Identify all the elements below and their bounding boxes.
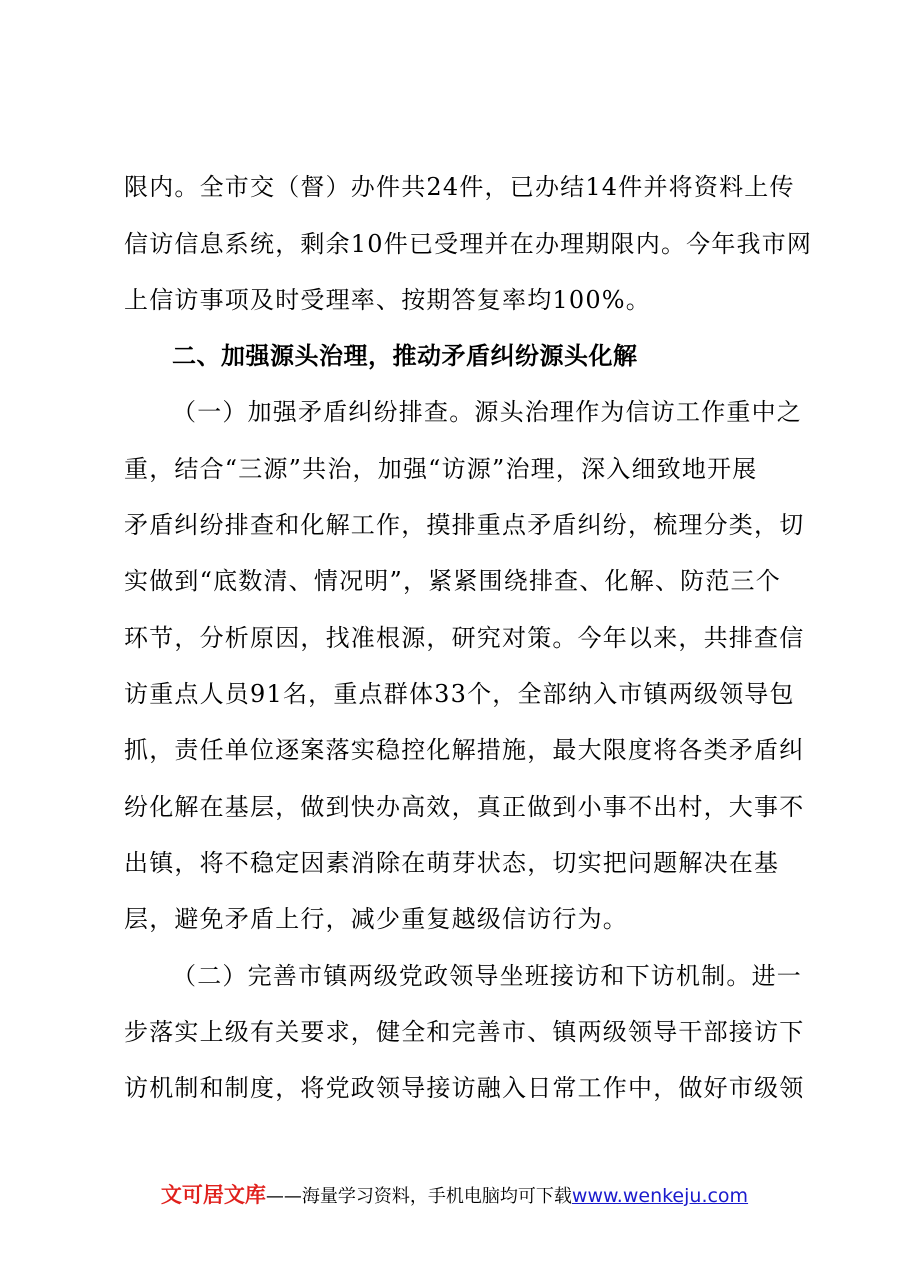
body-text-line: 访机制和制度，将党政领导接访融入日常工作中，做好市级领: [124, 1074, 805, 1102]
body-text-line: 限内。全市交（督）办件共24件，已办结14件并将资料上传: [124, 173, 795, 201]
footer-banner: [0, 1183, 909, 1209]
body-text-line: 实做到“底数清、情况明”，紧紧围绕排查、化解、防范三个: [124, 567, 781, 595]
body-text-line: 纷化解在基层，做到快办高效，真正做到小事不出村，大事不: [124, 793, 805, 821]
body-text-line: 信访信息系统，剩余10件已受理并在办理期限内。今年我市网: [124, 230, 813, 258]
body-text-line: （二）完善市镇两级党政领导坐班接访和下访机制。进一: [172, 962, 802, 990]
footer-brand: 文可居文库: [160, 1183, 266, 1207]
body-text-line: 步落实上级有关要求，健全和完善市、镇两级领导干部接访下: [124, 1018, 805, 1046]
body-text-line: 访重点人员91名，重点群体33个，全部纳入市镇两级领导包: [124, 680, 795, 708]
body-text-line: 抓，责任单位逐案落实稳控化解措施，最大限度将各类矛盾纠: [124, 736, 805, 764]
body-text-line: 重，结合“三源”共治，加强“访源”治理，深入细致地开展: [124, 455, 758, 483]
footer-url-link[interactable]: www.wenkeju.com: [571, 1185, 749, 1207]
body-text-line: （一）加强矛盾纠纷排查。源头治理作为信访工作重中之: [172, 398, 802, 426]
body-text-line: 上信访事项及时受理率、按期答复率均100%。: [124, 286, 652, 314]
footer-slogan: ——海量学习资料，手机电脑均可下载: [265, 1186, 572, 1207]
body-text-line: 出镇，将不稳定因素消除在萌芽状态，切实把问题解决在基: [124, 849, 780, 877]
section-heading: 二、加强源头治理，推动矛盾纠纷源头化解: [172, 342, 638, 370]
body-text-line: 环节，分析原因，找准根源，研究对策。今年以来，共排查信: [124, 624, 805, 652]
body-text-line: 层，避免矛盾上行，减少重复越级信访行为。: [124, 905, 628, 933]
body-text-line: 矛盾纠纷排查和化解工作，摸排重点矛盾纠纷，梳理分类，切: [124, 511, 805, 539]
